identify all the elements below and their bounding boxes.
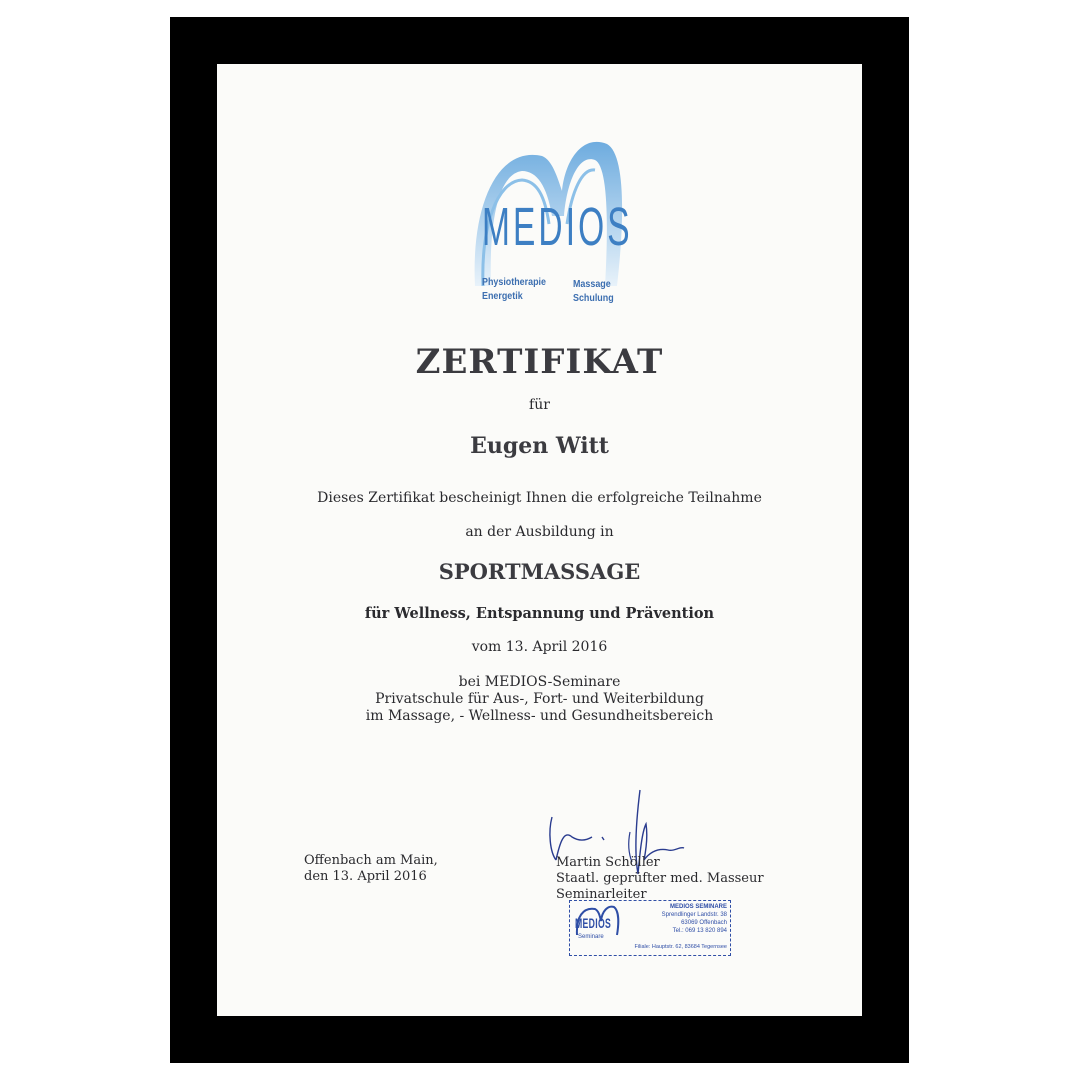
logo-tag-schulung: Schulung — [573, 292, 614, 304]
stamp-line-3: 63069 Offenbach — [681, 920, 727, 926]
signer-title: Staatl. geprüfter med. Masseur — [556, 871, 764, 886]
issue-date-text: den 13. April 2016 — [304, 869, 427, 884]
school-line-3: im Massage, - Wellness- und Gesundheitsbereich — [365, 708, 714, 724]
place-and-date — [304, 853, 438, 885]
signer-block — [556, 855, 764, 903]
stamp-brand-text: MEDIOS — [575, 915, 612, 931]
signer-name: Martin Schöller — [556, 855, 660, 870]
stamp-line-1: MEDIOS SEMINARE — [669, 904, 727, 910]
school-line-1: bei MEDIOS-Seminare — [458, 674, 621, 690]
certificate-paper — [217, 64, 862, 1016]
body-text-line-1: Dieses Zertifikat bescheinigt Ihnen die erfolgreiche Teilnahme — [317, 490, 762, 506]
school-stamp — [569, 900, 731, 956]
logo-tag-physiotherapie: Physiotherapie — [482, 276, 546, 288]
signer-role: Seminarleiter — [556, 887, 647, 902]
stamp-branch: Filiale: Hauptstr. 62, 83684 Tegernsee — [634, 944, 727, 950]
body-text-line-2: an der Ausbildung in — [465, 524, 614, 540]
stamp-line-4: Tel.: 069 13 820 894 — [672, 928, 727, 934]
school-line-2: Privatschule für Aus-, Fort- und Weiterbildung — [375, 691, 704, 707]
stamp-line-2: Sprendlinger Landstr. 38 — [661, 912, 727, 918]
course-subtitle: für Wellness, Entspannung und Prävention — [364, 605, 715, 622]
logo-tag-energetik: Energetik — [482, 290, 523, 302]
stamp-brand-sub: Seminare — [578, 934, 604, 940]
logo-brand-text: MEDIOS — [482, 197, 633, 257]
school-info — [217, 674, 862, 725]
place-text: Offenbach am Main, — [304, 853, 438, 868]
course-title: SPORTMASSAGE — [438, 559, 641, 584]
certificate-title: ZERTIFIKAT — [415, 342, 664, 382]
course-date: vom 13. April 2016 — [471, 639, 608, 655]
stamp-address — [662, 903, 727, 935]
for-label: für — [529, 397, 550, 413]
recipient-name: Eugen Witt — [470, 433, 609, 459]
logo-tag-massage: Massage — [573, 278, 611, 290]
